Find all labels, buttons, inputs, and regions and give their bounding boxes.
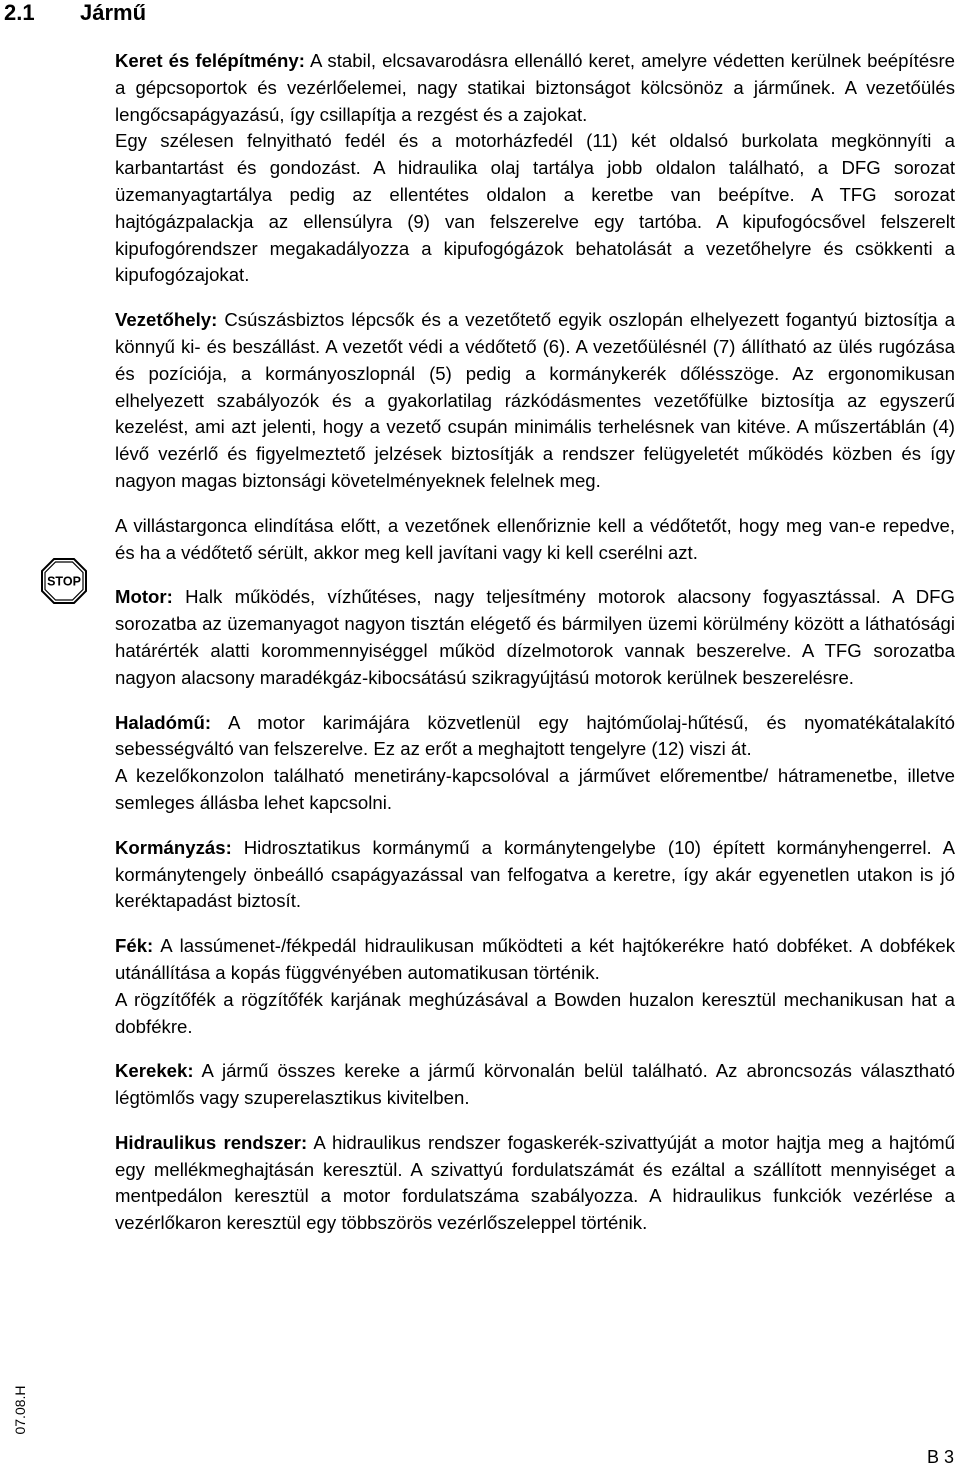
paragraph-keret-2 <box>115 128 955 289</box>
paragraph-lead: Haladómű: <box>115 711 212 733</box>
section-heading <box>4 0 146 26</box>
page-number: B 3 <box>926 1447 954 1467</box>
document-code-text: 07.08.H <box>12 1385 28 1435</box>
paragraph-lead: Vezetőhely: <box>115 309 218 331</box>
paragraph-keret <box>115 48 955 128</box>
section-title: Jármű <box>80 0 147 25</box>
paragraph-vezetohely <box>115 307 955 495</box>
paragraph-text: Csúszásbiztos lépcsők és a vezetőtető egyik oszlopán elhelyezett fogantyú biztosítja a könnyű ki- és beszállást. A vezetőt védi a védőtető (6). A vezetőülésnél (7) állítható az ülés rugózása és pozíciója, a kormányoszlopnál (5) pedig a kormánykerék dőlésszöge. Az ergonomikusan elhelyezett szabályozók és a gyakorlatilag rázkódásmentes vezetőfülke biztosítja az egyszerű kezelést, ami azt jelenti, hogy a vezető csupán minimális terhelésnek van kitéve. A műszertáblán (4) lévő vezérlő és figyelmeztető jelzések biztosítják a rendszer felügyeletét működés közben és így nagyon magas biztonsági követelményeknek felelnek meg. <box>115 309 955 491</box>
paragraph-text: A motor karimájára közvetlenül egy hajtóműolaj-hűtésű, és nyomatékátalakító sebességváltó van felszerelve. Ez az erőt a meghajtott tengelyre (12) viszi át. <box>115 711 955 760</box>
paragraph-lead: Kormányzás: <box>115 836 232 858</box>
paragraph-text: A villástargonca elindítása előtt, a vezetőnek ellenőriznie kell a védőtetőt, hogy meg van-e repedve, és ha a védőtető sérült, akkor meg kell javítani vagy ki kell cserélni azt. <box>115 514 955 563</box>
paragraph-text: Hidrosztatikus kormánymű a kormánytengelybe (10) épített kormányhengerrel. A kormánytengely önbeálló csapágyazással van felfogatva a keretre, így akár egyenetlen utakon is jó keréktapadást biztosít. <box>115 836 955 912</box>
paragraph-lead: Fék: <box>115 935 154 957</box>
paragraph-fek-2 <box>115 987 955 1041</box>
paragraph-text: Halk működés, vízhűtéses, nagy teljesítmény motorok alacsony fogyasztással. A DFG sorozatba az üzemanyagot nagyon tisztán elégető és bármilyen üzemi körülmény között a láthatósági határérték alatti korommennyiséggel működ dízelmotorok vannak beszerelve. A TFG sorozatba nagyon alacsony maradékgáz-kibocsátású szikragyújtású motorok kerülnek beszerelésre. <box>115 586 955 688</box>
paragraph-fek <box>115 933 955 987</box>
paragraph-lead: Motor: <box>115 586 173 608</box>
paragraph-kormanyzas <box>115 835 955 915</box>
paragraph-lead: Hidraulikus rendszer: <box>115 1131 308 1153</box>
paragraph-haladomu-2 <box>115 763 955 817</box>
paragraph-text: A hidraulikus rendszer fogaskerék-szivattyúját a motor hajtja meg a hajtómű egy mellékmeghajtásán keresztül. A szivattyú fordulatszámát és ezáltal a szállított mennyiséget a mentpedálon keresztül a motor fordulatszáma szabályozza. A hidraulikus funkciók vezérlése a vezérlőkaron keresztül egy többszörös vezérlőszeleppel történik. <box>115 1131 955 1234</box>
paragraph-text: Egy szélesen felnyitható fedél és a motorházfedél (11) két oldalsó burkolata megkönnyíti a karbantartást és gondozást. A hidraulika olaj tartálya jobb oldalon található, a DFG sorozat üzemanyagtartálya pedig az ellentétes oldalon a keretbe van beépítve. A TFG sorozat hajtógázpalackja az ellensúlyra (9) van felszerelve egy tartóba. A kipufogócsővel felszerelt kipufogórendszer megakadályozza a kipufogógázok behatolását a vezetőhelyre és csökkenti a kipufogózajokat. <box>115 130 955 286</box>
section-number: 2.1 <box>4 0 35 25</box>
paragraph-text: A jármű összes kereke a jármű körvonalán belül található. Az abroncsozás választható légtömlős vagy szuperelasztikus kivitelben. <box>115 1060 955 1109</box>
stop-icon-label: STOP <box>47 574 81 589</box>
paragraph-motor <box>115 584 955 691</box>
paragraph-text: A lassúmenet-/fékpedál hidraulikusan működteti a két hajtókerékre ható dobféket. A dobfékek utánállítása a kopás függvényében automatikusan történik. <box>115 935 955 983</box>
paragraph-hidraulika <box>115 1130 955 1237</box>
paragraph-lead: Kerekek: <box>115 1060 194 1082</box>
paragraph-stop-note <box>115 513 955 567</box>
paragraph-lead: Keret és felépítmény: <box>115 50 305 71</box>
document-body <box>115 48 955 1237</box>
paragraph-text: A rögzítőfék a rögzítőfék karjának meghúzásával a Bowden huzalon keresztül mechanikusan hat a dobfékre. <box>115 988 955 1037</box>
document-code <box>0 1385 40 1435</box>
paragraph-text: A stabil, elcsavarodásra ellenálló keret, amelyre védetten kerülnek beépítésre a gépcsoportok és vezérlőelemei, nagy statikai biztonságot kölcsönöz a járműnek. A vezetőülés lengőcsapágyazású, így csillapítja a rezgést és a zajokat. <box>115 50 955 125</box>
paragraph-haladomu <box>115 710 955 764</box>
paragraph-kerekek <box>115 1058 955 1112</box>
stop-icon <box>39 556 89 606</box>
paragraph-text: A kezelőkonzolon található menetirány-kapcsolóval a járművet előrementbe/ hátramenetbe, illetve semleges állásba lehet kapcsolni. <box>115 765 955 813</box>
